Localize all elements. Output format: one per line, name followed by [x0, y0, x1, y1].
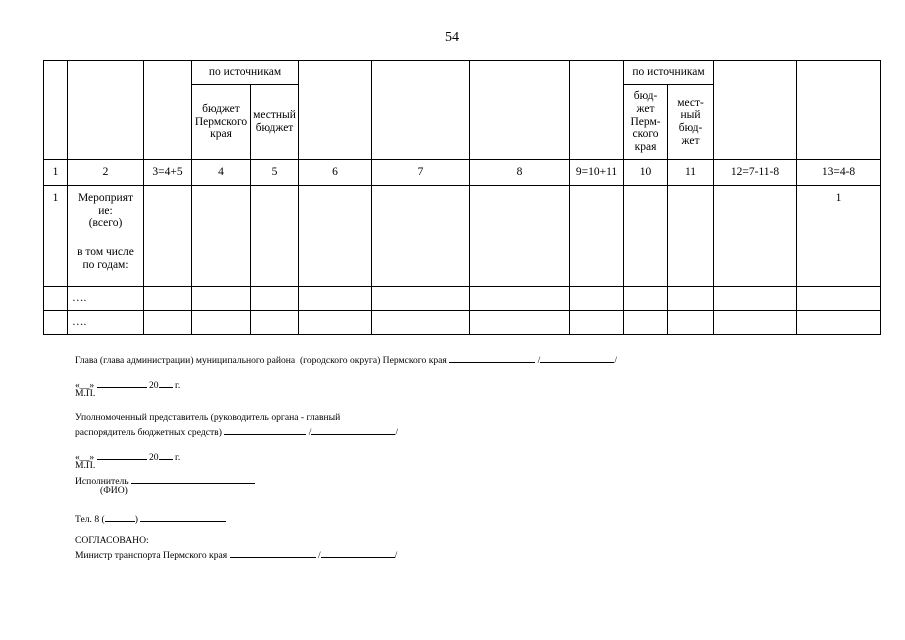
- header-cell: [470, 61, 570, 160]
- table-cell: [299, 186, 372, 287]
- table-cell: [144, 186, 192, 287]
- agreed-label: СОГЛАСОВАНО:: [75, 535, 149, 546]
- stamp-label-1: М.П.: [75, 388, 96, 399]
- col-number: 11: [668, 160, 714, 186]
- header-cell: [144, 61, 192, 160]
- table-cell: [470, 186, 570, 287]
- col-number: 3=4+5: [144, 160, 192, 186]
- header-cell: [714, 61, 797, 160]
- table-cell: [251, 186, 299, 287]
- ellipsis-cell: ….: [68, 311, 144, 335]
- row-number: 1: [44, 186, 68, 287]
- table-cell: [714, 186, 797, 287]
- table-cell: [372, 186, 470, 287]
- table-row: [44, 186, 881, 287]
- executor-line: Исполнитель: [75, 473, 255, 487]
- col-number: 5: [251, 160, 299, 186]
- fio-label: (ФИО): [100, 485, 128, 496]
- header-cell: [44, 61, 68, 160]
- stamp-label-2: М.П.: [75, 460, 96, 471]
- table-row: [44, 311, 881, 335]
- col13-value: 1: [797, 186, 881, 287]
- col-number: 8: [470, 160, 570, 186]
- header-cell: [299, 61, 372, 160]
- header-cell: [68, 61, 144, 160]
- header-local-budget: местный бюджет: [251, 85, 299, 160]
- group-header-sources-1: по источникам: [192, 61, 299, 85]
- col-number: 10: [624, 160, 668, 186]
- authorized-line-2: распорядитель бюджетных средств) / /: [75, 424, 398, 438]
- col-number: 13=4-8: [797, 160, 881, 186]
- page-number: 54: [445, 30, 459, 45]
- header-cell: [797, 61, 881, 160]
- activity-label: Мероприят ие: (всего) в том числе по годам:: [68, 186, 144, 287]
- header-local-budget-2: мест- ный бюд- жет: [668, 85, 714, 160]
- col-number: 9=10+11: [570, 160, 624, 186]
- head-signature-line: Глава (глава администрации) муниципального района (городского округа) Пермского края / /: [75, 352, 617, 366]
- column-number-row: [44, 160, 881, 186]
- col-number: 2: [68, 160, 144, 186]
- ellipsis-cell: ….: [68, 287, 144, 311]
- header-cell: [372, 61, 470, 160]
- col-number: 6: [299, 160, 372, 186]
- table-row: [44, 287, 881, 311]
- header-perm-budget: бюджет Пермского края: [192, 85, 251, 160]
- col-number: 12=7-11-8: [714, 160, 797, 186]
- header-cell: [570, 61, 624, 160]
- report-table: [43, 60, 881, 335]
- date-line-2: «__» 20 г.: [75, 449, 180, 463]
- minister-signature-line: Министр транспорта Пермского края / /: [75, 547, 397, 561]
- group-header-sources-2: по источникам: [624, 61, 714, 85]
- table-cell: [44, 311, 68, 335]
- col-number: 4: [192, 160, 251, 186]
- date-line-1: «__» 20 г.: [75, 377, 180, 391]
- col-number: 7: [372, 160, 470, 186]
- phone-line: Тел. 8 ( ): [75, 511, 226, 525]
- authorized-line-1: Уполномоченный представитель (руководитель органа - главный: [75, 412, 341, 423]
- table-cell: [192, 186, 251, 287]
- table-cell: [44, 287, 68, 311]
- table-cell: [668, 186, 714, 287]
- col-number: 1: [44, 160, 68, 186]
- table-cell: [570, 186, 624, 287]
- table-cell: [624, 186, 668, 287]
- header-perm-budget-2: бюд- жет Перм- ского края: [624, 85, 668, 160]
